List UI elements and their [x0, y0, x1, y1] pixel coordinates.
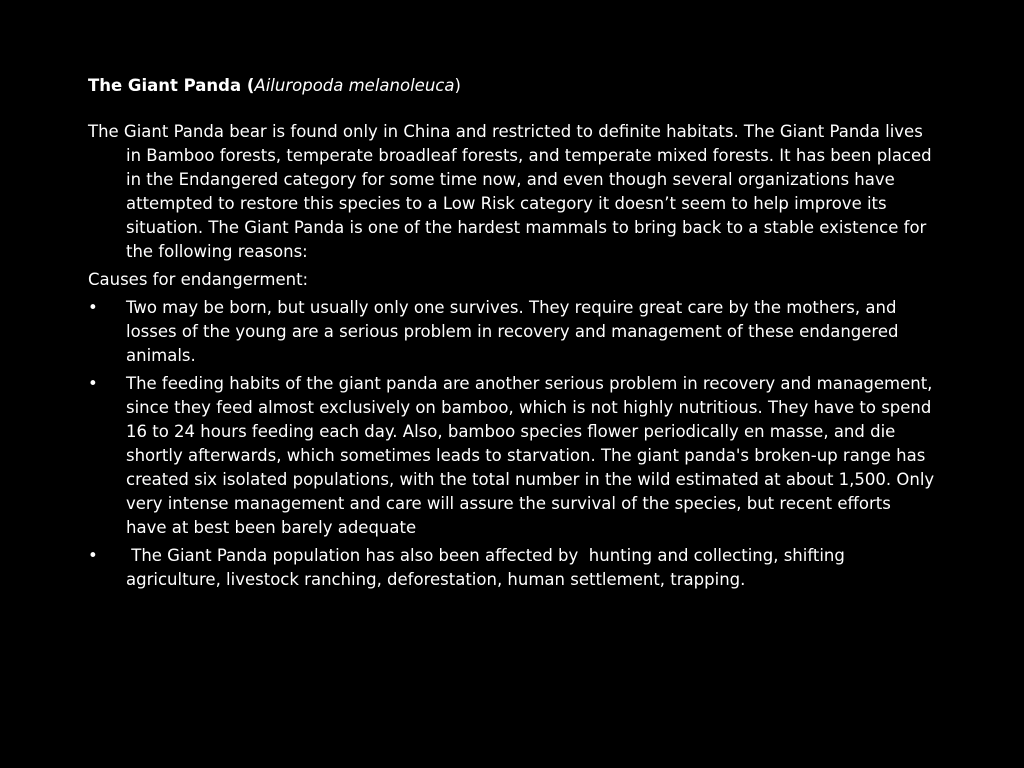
bullet-icon: •	[88, 298, 98, 317]
list-item-text: The Giant Panda population has also been affected by hunting and collecting, shifting agriculture, livestock ranching, deforestation, human settlement, trapping.	[126, 546, 851, 589]
list-item-text: Two may be born, but usually only one survives. They require great care by the mothers, and losses of the young are a serious problem in recovery and management of these endangered animals.	[126, 298, 899, 365]
bullet-icon: •	[88, 546, 98, 565]
list-item	[88, 372, 936, 540]
list-item-text: The feeding habits of the giant panda are another serious problem in recovery and management, since they feed almost exclusively on bamboo, which is not highly nutritious. They have to spend 16 to 24 hours feeding each day. Also, bamboo species flower periodically en masse, and die shortly afterwards, which sometimes leads to starvation. The giant panda's broken-up range has created six isolated populations, with the total number in the wild estimated at about 1,500. Only very intense management and care will assure the survival of the species, but recent efforts have at best been barely adequate	[126, 374, 935, 537]
list-item	[88, 544, 936, 592]
causes-list	[88, 296, 936, 592]
list-item	[88, 296, 936, 368]
intro-paragraph: The Giant Panda bear is found only in China and restricted to definite habitats. The Giant Panda lives in Bamboo forests, temperate broadleaf forests, and temperate mixed forests. It has been placed in the Endangered category for some time now, and even though several organizations have attempted to restore this species to a Low Risk category it doesn’t seem to help improve its situation. The Giant Panda is one of the hardest mammals to bring back to a stable existence for the following reasons:	[88, 122, 932, 261]
slide-title	[88, 74, 936, 98]
causes-heading: Causes for endangerment:	[88, 270, 309, 289]
slide-content	[88, 74, 936, 596]
bullet-icon: •	[88, 374, 98, 393]
title-common-name: The Giant Panda (	[88, 76, 255, 95]
title-close-paren: )	[454, 76, 461, 95]
title-scientific-name: Ailuropoda melanoleuca	[254, 76, 455, 95]
